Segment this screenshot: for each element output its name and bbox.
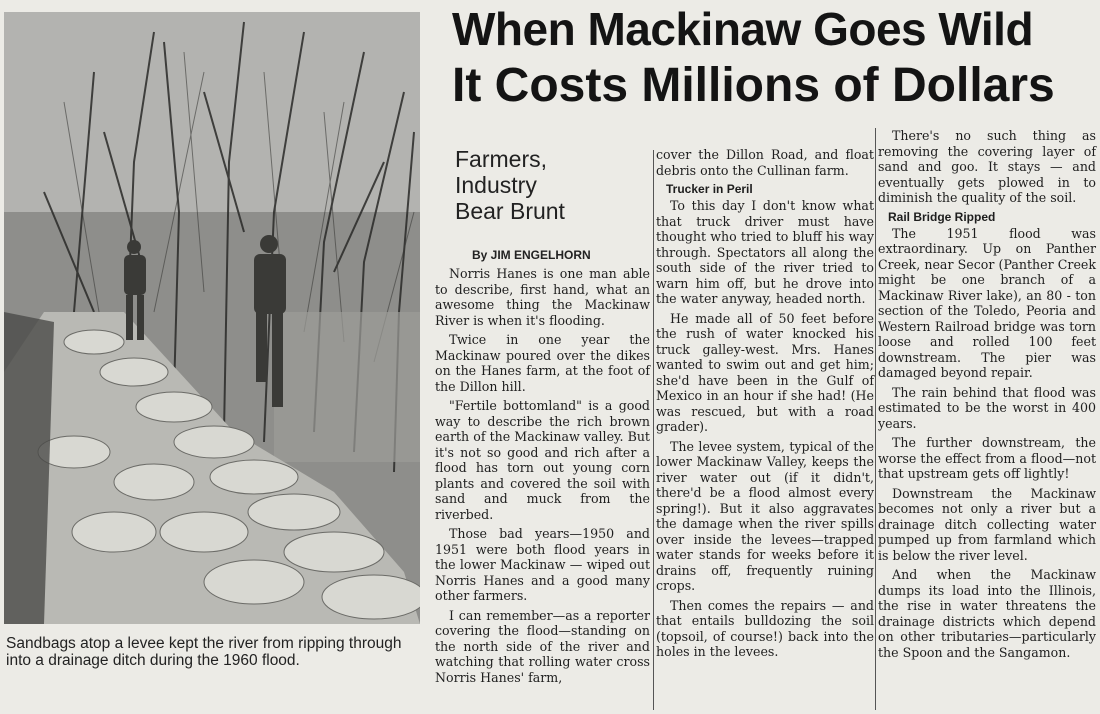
byline: By JIM ENGELHORN bbox=[472, 248, 591, 262]
paragraph: Then comes the repairs — and that entails bulldozing the soil (topsoil, of course!) back into the holes in the levees. bbox=[656, 597, 874, 659]
headline-line-1: When Mackinaw Goes Wild bbox=[452, 3, 1034, 55]
paragraph: The 1951 flood was extraordinary. Up on Panther Creek, near Secor (Panther Creek might be one branch of a Mackinaw River lake), an 80 - ton section of the Toledo, Peoria and Western Railroad bridge was torn loose and rolled 100 feet downstream. The pier was damaged beyond repair. bbox=[878, 225, 1096, 380]
section-heading: Trucker in Peril bbox=[666, 182, 753, 196]
article-column-2 bbox=[656, 147, 874, 664]
subheadline bbox=[455, 146, 635, 224]
subhead-line-3: Bear Brunt bbox=[455, 198, 565, 224]
paragraph: "Fertile bottomland" is a good way to describe the rich brown earth of the Mackinaw valley. But it's not so good and rich after a flood has torn out young corn plants and covered the soil with sand and muck from the riverbed. bbox=[435, 398, 650, 522]
headline-line-2: It Costs Millions of Dollars bbox=[452, 59, 1055, 112]
levee-photo-illustration bbox=[4, 12, 420, 624]
column-rule bbox=[875, 128, 876, 710]
subhead-line-2: Industry bbox=[455, 172, 537, 198]
paragraph: cover the Dillon Road, and float debris onto the Cullinan farm. bbox=[656, 147, 874, 178]
paragraph: There's no such thing as removing the covering layer of sand and goo. It stays — and eventually gets plowed in to diminish the quality of the soil. bbox=[878, 128, 1096, 205]
paragraph: Those bad years—1950 and 1951 were both flood years in the lower Mackinaw — wiped out Norris Hanes and a good many other farmers. bbox=[435, 526, 650, 603]
paragraph: Downstream the Mackinaw becomes not only a river but a drainage ditch collecting water pumped up from farmland which is below the river level. bbox=[878, 485, 1096, 563]
paragraph: The rain behind that flood was estimated to be the worst in 400 years. bbox=[878, 384, 1096, 431]
paragraph: To this day I don't know what that truck driver must have thought who tried to bluff his way through. Spectators all along the south side of the river tried to warn him off, but he drove into the water anyway, headed north. bbox=[656, 198, 874, 306]
paragraph: I can remember—as a reporter covering the flood—standing on the north side of the river and watching that rolling water cross Norris Hanes' farm, bbox=[435, 607, 650, 685]
paragraph: Twice in one year the Mackinaw poured over the dikes on the Hanes farm, at the foot of the Dillon hill. bbox=[435, 332, 650, 394]
article-column-1 bbox=[435, 266, 650, 689]
headline bbox=[452, 2, 1100, 113]
section-heading: Rail Bridge Ripped bbox=[888, 209, 996, 224]
photo-caption: Sandbags atop a levee kept the river from ripping through into a drainage ditch during the 1960 flood. bbox=[6, 635, 402, 669]
paragraph: And when the Mackinaw dumps its load into the Illinois, the rise in water threatens the drainage districts which depend on other tributaries—particularly the Spoon and the Sangamon. bbox=[878, 567, 1096, 660]
column-rule bbox=[653, 150, 654, 710]
paragraph: He made all of 50 feet before the rush of water knocked his truck galley-west. Mrs. Hanes wanted to swim out and get him; she'd have been in the Gulf of Mexico in an hour if she had! (He was rescued, but with a road grader). bbox=[656, 310, 874, 434]
levee-photo bbox=[4, 12, 420, 624]
subhead-line-1: Farmers, bbox=[455, 146, 547, 172]
paragraph: The levee system, typical of the lower Mackinaw Valley, keeps the river water out (if it didn't, there'd be a flood almost every spring!). But it also aggravates the damage when the river spills over inside the levees—trapped water stands for weeks before it drains off, frequently ruining crops. bbox=[656, 438, 874, 593]
paragraph: Norris Hanes is one man able to describe, first hand, what an awesome thing the Mackinaw River is when it's flooding. bbox=[435, 266, 650, 328]
paragraph: The further downstream, the worse the effect from a flood—not that upstream gets off lightly! bbox=[878, 435, 1096, 481]
article-column-3 bbox=[878, 128, 1096, 664]
